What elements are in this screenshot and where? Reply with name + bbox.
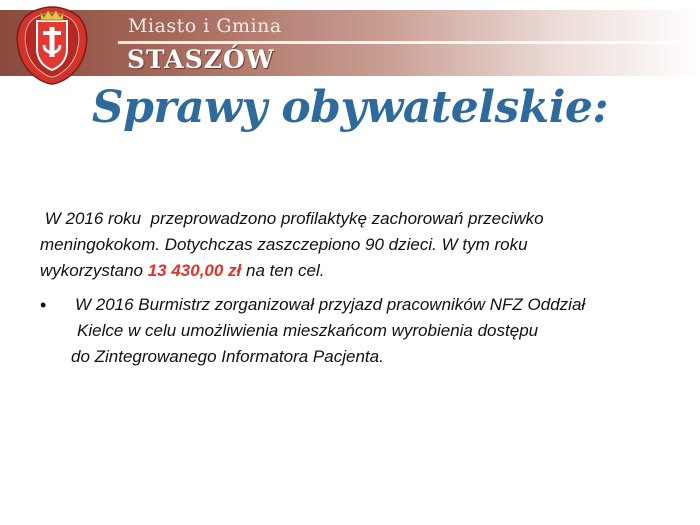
- header-divider: [118, 41, 678, 44]
- paragraph-line-3: [40, 258, 670, 284]
- bullet-line-2: Kielce w celu umożliwienia mieszkańcom wyrobienia dostępu: [77, 321, 539, 340]
- org-name-line1: Miasto i Gmina: [128, 15, 282, 37]
- paragraph-line-3-suffix: na ten cel.: [241, 261, 325, 280]
- paragraph-line-3-prefix: wykorzystano: [40, 261, 148, 280]
- bullet-line-1: W 2016 Burmistrz zorganizował przyjazd pracowników NFZ Oddział: [75, 295, 586, 314]
- coat-of-arms-icon: [16, 5, 88, 85]
- paragraph-line-1: W 2016 roku przeprowadzono profilaktykę zachorowań przeciwko: [40, 209, 544, 228]
- paragraph-line-2: meningokokom. Dotychczas zaszczepiono 90 dzieci. W tym roku: [40, 235, 528, 254]
- bullet-marker: •: [40, 295, 47, 315]
- slide-title: Sprawy obywatelskie:: [91, 82, 609, 133]
- amount-highlight: 13 430,00 zł: [147, 261, 242, 280]
- org-name-line2: STASZÓW: [127, 45, 275, 74]
- vaccination-paragraph: [40, 206, 670, 284]
- bullet-item-nfz: [40, 292, 680, 370]
- bullet-line-3: do Zintegrowanego Informatora Pacjenta.: [71, 347, 384, 366]
